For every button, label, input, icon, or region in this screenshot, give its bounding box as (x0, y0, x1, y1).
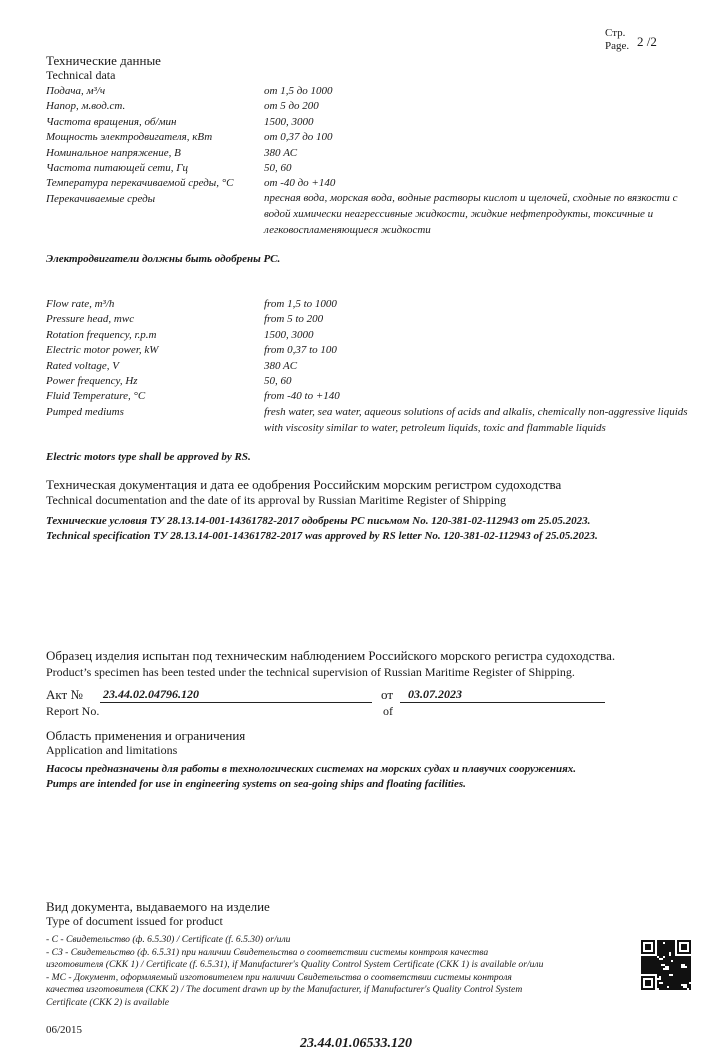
en-spec-label: Flow rate, m³/h (46, 298, 115, 310)
en-spec-label: Pumped mediums (46, 405, 124, 418)
ru-spec-label: Мощность электродвигателя, кВт (46, 131, 213, 144)
doc-type-line: - МС - Документ, оформляемый изготовителем при наличии Свидетельства о соответствии системы контроля (46, 971, 512, 983)
doc-type-line: изготовителя (СКК 1) / Certificate (f. 6.5.31), if Manufacturer's Quality Control System Certificate (СКК 1) is available or/или (46, 959, 544, 971)
ru-spec-label: Перекачиваемые среды (46, 192, 156, 205)
doc-type-heading-en: Type of document issued for product (46, 914, 223, 928)
en-spec-value: from 5 to 200 (264, 313, 324, 326)
act-date-underline (400, 702, 605, 703)
act-label-en: Report No. (46, 704, 100, 718)
en-spec-label: Fluid Temperature, °C (46, 390, 146, 403)
ru-spec-value: 50, 60 (264, 162, 292, 174)
ru-spec-label: Частота питающей сети, Гц (46, 162, 188, 174)
en-spec-value: 380 AC (264, 359, 298, 372)
specimen-line-ru: Образец изделия испытан под техническим наблюдением Российского морского регистра судоходства. (46, 648, 616, 663)
document-number: 23.44.01.06533.120 (300, 1036, 412, 1051)
ru-spec-value: от -40 до +140 (264, 177, 336, 190)
act-number: 23.44.02.04796.120 (103, 687, 199, 701)
ru-spec-label: Подача, м³/ч (46, 85, 106, 97)
en-spec-label: Rated voltage, V (46, 359, 120, 372)
ru-pumped-media: пресная вода, морская вода, водные растворы кислот и щелочей, сходные по вязкости с водой химически неагрессивные жидкости, жидкие нефтепродукты, токсичные и легковоспламеняющиеся жидкости (264, 192, 678, 236)
act-number-underline (100, 702, 372, 703)
page-number: 2 /2 (637, 34, 657, 49)
application-line-ru: Насосы предназначены для работы в технологических системах на морских судах и плавучих сооружениях. (46, 763, 576, 775)
en-spec-value: from 0,37 to 100 (264, 344, 337, 357)
ru-spec-value: 380 АС (264, 146, 298, 159)
en-pumped-media: fresh water, sea water, aqueous solutions of acids and alkalis, chemically non-aggressive liquids with viscosity similar to water, petroleum liquids, toxic and flammable liquids (264, 406, 688, 434)
ru-spec-value: от 0,37 до 100 (264, 131, 333, 144)
tech-data-heading-en: Technical data (46, 68, 116, 82)
act-date: 03.07.2023 (408, 687, 462, 701)
en-spec-label: Pressure head, mwc (46, 313, 135, 326)
en-motor-note: Electric motors type shall be approved by RS. (46, 451, 251, 463)
ru-spec-label: Напор, м.вод.ст. (46, 100, 126, 113)
ru-spec-value: от 1,5 до 1000 (264, 85, 333, 97)
en-spec-label: Electric motor power, kW (46, 344, 159, 357)
en-spec-label: Rotation frequency, r.p.m (46, 328, 157, 341)
doc-type-heading-ru: Вид документа, выдаваемого на изделие (46, 899, 270, 914)
ru-motor-note: Электродвигатели должны быть одобрены РС. (46, 253, 281, 265)
ru-spec-value: 1500, 3000 (264, 115, 314, 128)
en-spec-value: from 1,5 to 1000 (264, 298, 337, 310)
tech-doc-line-ru: Технические условия ТУ 28.13.14-001-14361782-2017 одобрены РС письмом No. 120-381-02-112943 от 25.05.2023. (46, 515, 591, 527)
page-label-en: Page. (605, 40, 630, 52)
tech-doc-heading-ru: Техническая документация и дата ее одобрения Российским морским регистром судоходства (46, 477, 562, 492)
en-spec-label: Power frequency, Hz (46, 375, 138, 387)
specimen-line-en: Product’s specimen has been tested under the technical supervision of Russian Maritime Register of Shipping. (46, 665, 575, 679)
doc-type-line: - С - Свидетельство (ф. 6.5.30) / Certificate (f. 6.5.30) or/или (46, 934, 291, 945)
ru-spec-value: от 5 до 200 (264, 100, 319, 113)
application-line-en: Pumps are intended for use in engineering systems on sea-going ships and floating facilities. (46, 778, 466, 790)
ru-spec-label: Частота вращения, об/мин (46, 115, 177, 128)
application-heading-ru: Область применения и ограничения (46, 728, 246, 743)
of-label-en: of (383, 704, 393, 718)
act-label-ru: Акт № (46, 687, 83, 702)
of-label-ru: от (381, 687, 394, 702)
doc-type-line: - СЗ - Свидетельство (ф. 6.5.31) при наличии Свидетельства о соответствии системы контроля качества (46, 946, 489, 958)
doc-type-line: Certificate (СКК 2) is available (46, 997, 170, 1008)
tech-doc-heading-en: Technical documentation and the date of its approval by Russian Maritime Register of Shipping (46, 493, 507, 507)
doc-type-line: качества изготовителя (СКК 2) / The document drawn up by the Manufacturer, if Manufacturer's Quality Control System (46, 984, 523, 996)
en-spec-value: 1500, 3000 (264, 328, 314, 341)
page-label (605, 27, 629, 53)
qr-code (641, 940, 691, 990)
en-spec-value: 50, 60 (264, 375, 292, 387)
tech-data-heading-ru: Технические данные (46, 53, 161, 68)
application-heading-en: Application and limitations (46, 743, 178, 757)
page-label-ru: Стр. (605, 27, 626, 39)
en-spec-value: from -40 to +140 (264, 390, 340, 403)
tech-doc-line-en: Technical specification ТУ 28.13.14-001-14361782-2017 was approved by RS letter No. 120-381-02-112943 of 25.05.2023. (46, 530, 598, 542)
ru-spec-label: Температура перекачиваемой среды, °С (46, 177, 234, 190)
ru-spec-label: Номинальное напряжение, В (46, 146, 181, 159)
form-date: 06/2015 (46, 1024, 83, 1036)
